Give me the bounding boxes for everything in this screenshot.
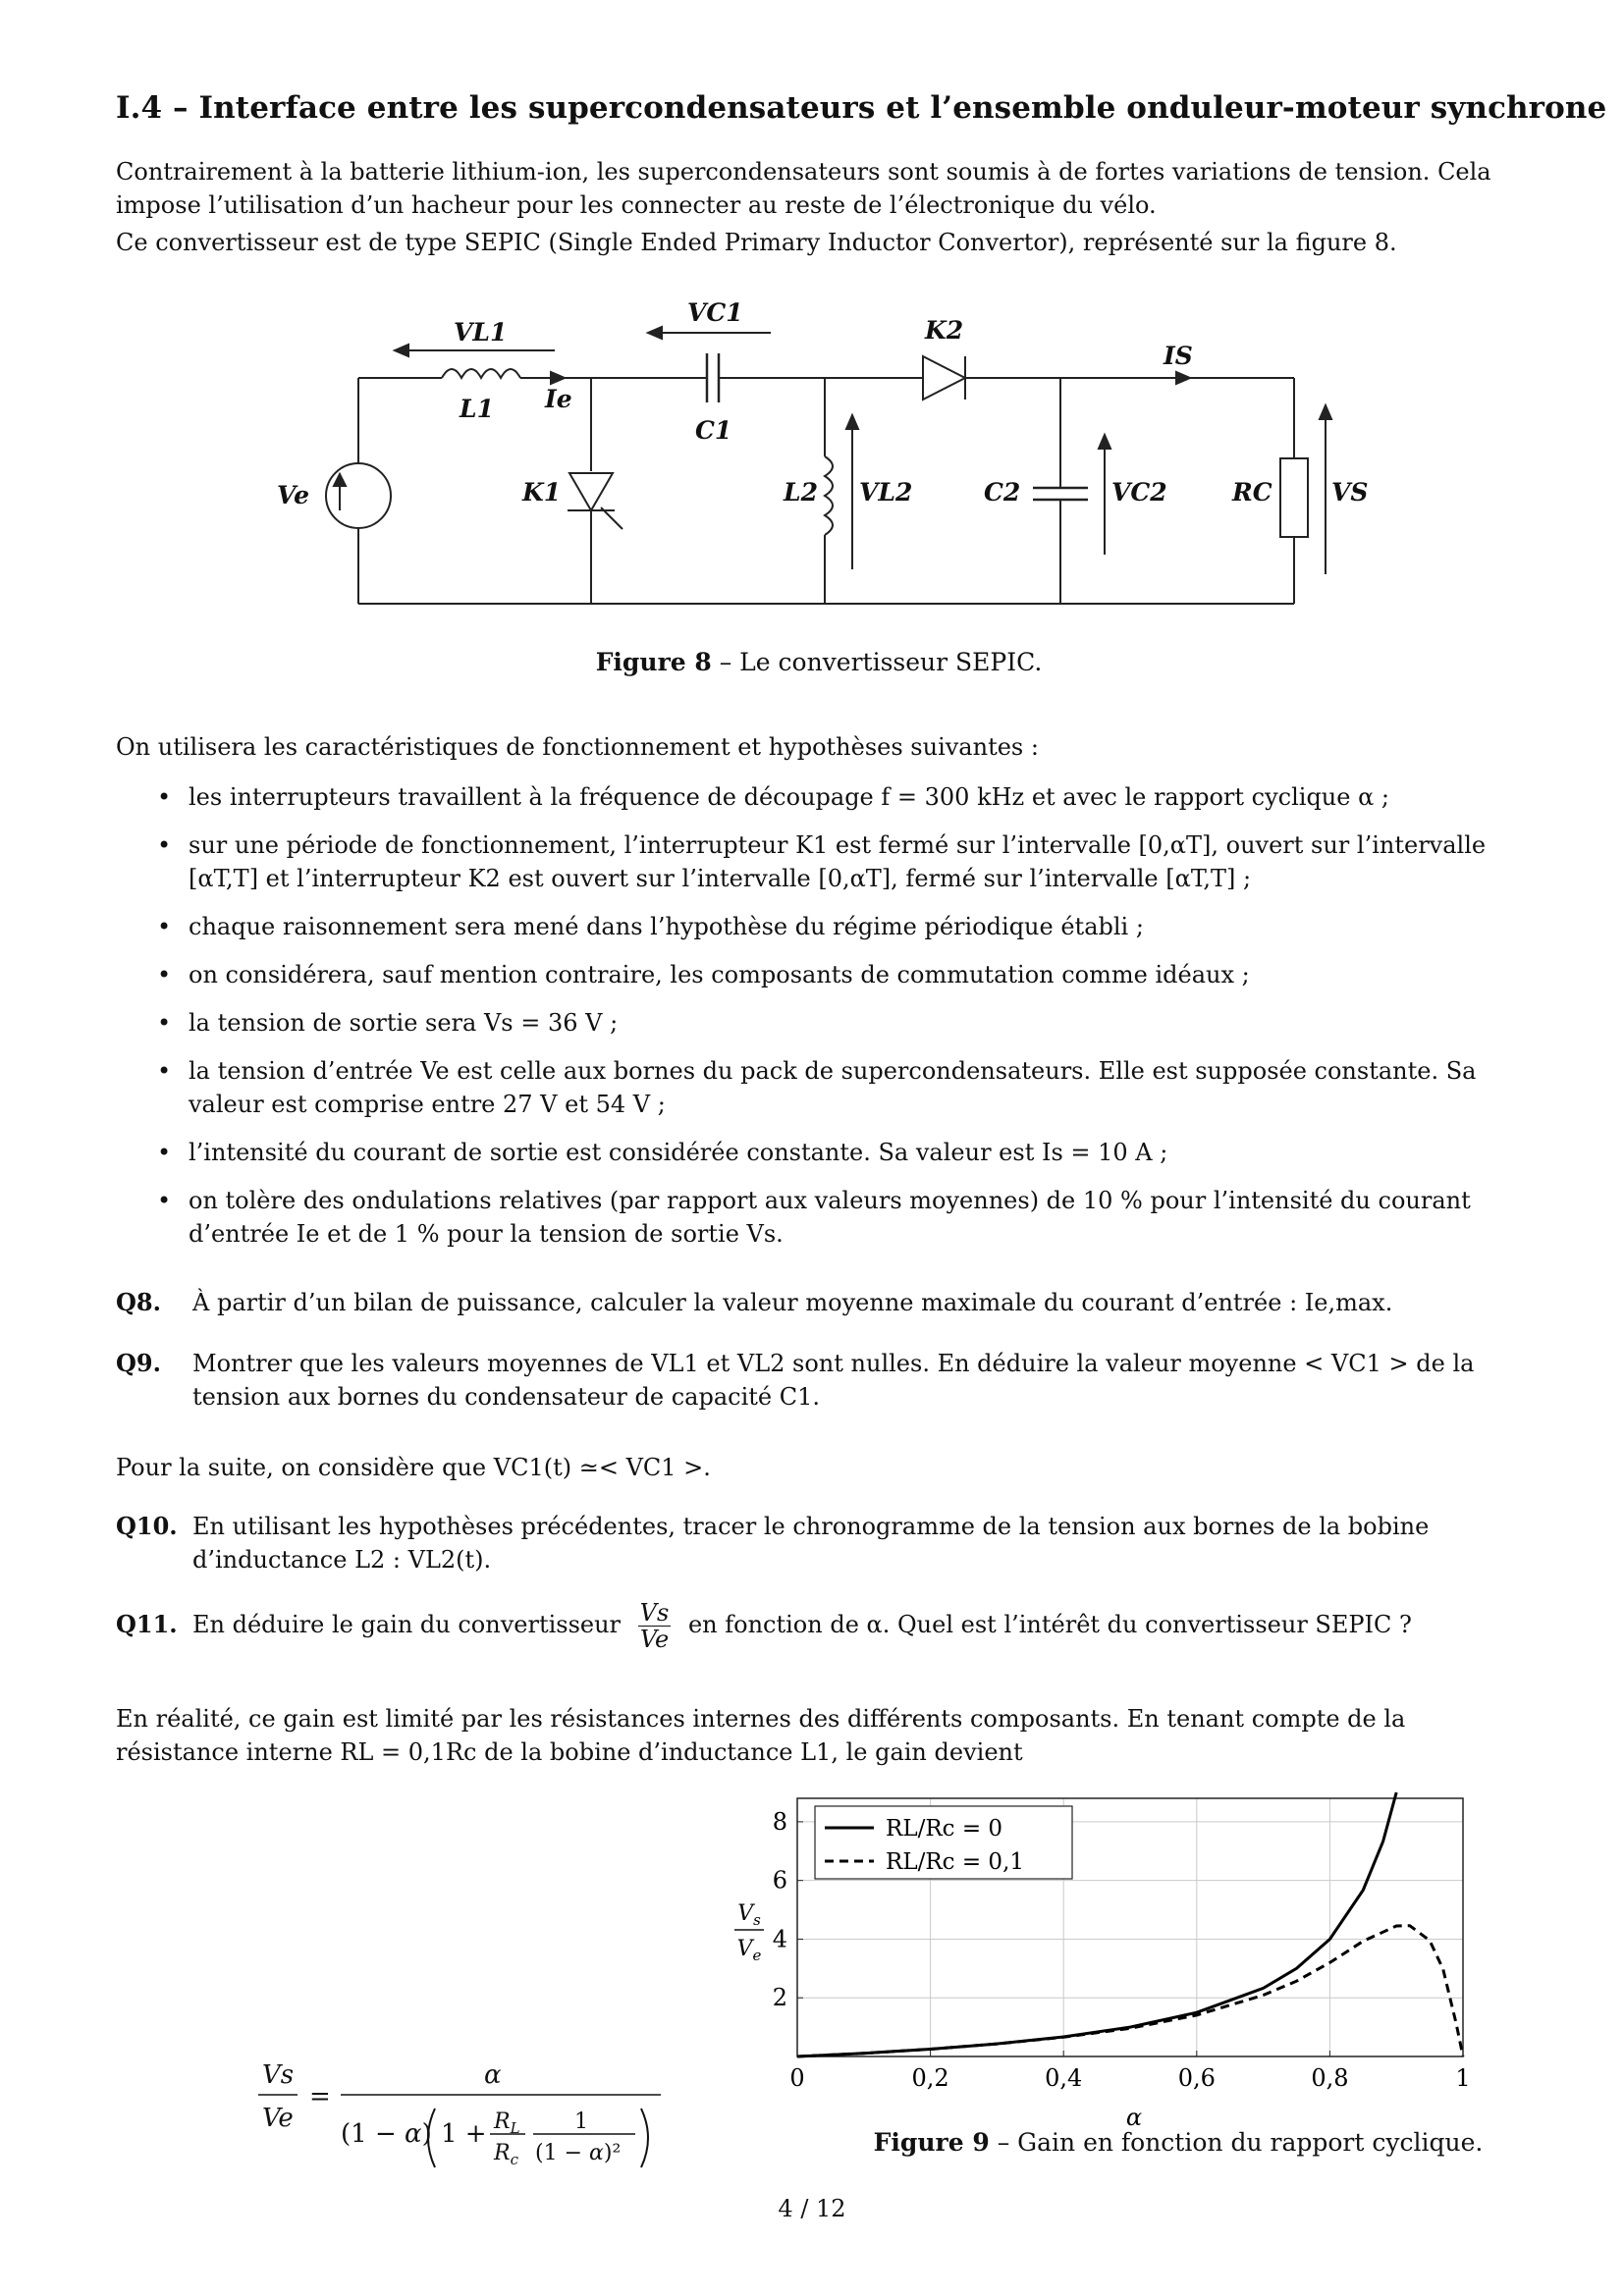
formula-rhs-num: α — [484, 2060, 502, 2090]
formula-den-b: 1 + — [441, 2119, 487, 2149]
list-item: • on considérera, sauf mention contraire, les composants de commutation comme idéaux ; — [116, 958, 1522, 991]
list-item: • l’intensité du courant de sortie est considérée constante. Sa valeur est Is = 10 A ; — [116, 1136, 1522, 1169]
arrow-is-head — [1176, 372, 1190, 384]
hypotheses-list — [116, 780, 1522, 1265]
figure-8-text: – Le convertisseur SEPIC. — [711, 648, 1043, 676]
label-l2: L2 — [784, 478, 818, 507]
voltage-source-ve — [326, 463, 391, 528]
section-title: I.4 – Interface entre les supercondensateurs et l’ensemble onduleur-moteur synchrone — [116, 90, 1607, 126]
question-text: Montrer que les valeurs moyennes de VL1 et VL2 sont nulles. En déduire la valeur moyenne < VC1 > de la tension aux bornes du condensateur de capacité C1. — [192, 1350, 1475, 1411]
figure-9-label: Figure 9 — [873, 2128, 990, 2157]
question-text: En utilisant les hypothèses précédentes, tracer le chronogramme de la tension aux bornes de la bobine d’inductance L2 : VL2(t). — [192, 1513, 1430, 1574]
note-text: Pour la suite, on considère que VC1(t) ≃< VC1 >. — [116, 1454, 711, 1481]
y-tick-label: 4 — [772, 1925, 787, 1953]
label-c1: C1 — [695, 416, 732, 445]
label-vl2: VL2 — [859, 478, 913, 507]
list-item: • sur une période de fonctionnement, l’interrupteur K1 est fermé sur l’intervalle [0,αT], ouvert sur l’intervalle [αT,T] et l’interrupteur K2 est ouvert sur l’intervalle [0,αT], fermé sur l’intervalle [αT,T] ; — [116, 828, 1522, 895]
page-number: 4 / 12 — [778, 2195, 846, 2222]
arrow-ie-head — [551, 372, 565, 384]
series-line-2 — [797, 1926, 1463, 2056]
label-ie: Ie — [545, 385, 572, 413]
gain-chart — [717, 1787, 1502, 2179]
hypotheses-intro: On utilisera les caractéristiques de fonctionnement et hypothèses suivantes : — [116, 733, 1039, 761]
question-q10 — [116, 1510, 1520, 1576]
label-rc: RC — [1232, 478, 1272, 507]
x-tick-label: 0,4 — [1045, 2064, 1083, 2092]
figure-8-caption — [116, 648, 1522, 676]
x-tick-label: 0,8 — [1311, 2064, 1349, 2092]
formula-den-c: (1 − α)² — [535, 2141, 622, 2165]
inductor-l2 — [825, 456, 833, 535]
question-text: À partir d’un bilan de puissance, calculer la valeur moyenne maximale du courant d’entrée : Ie,max. — [192, 1289, 1393, 1316]
x-axis-label: α — [1125, 2104, 1143, 2131]
intro-paragraph-2: Ce convertisseur est de type SEPIC (Single Ended Primary Inductor Convertor), représenté sur la figure 8. — [116, 229, 1397, 256]
svg-text:Ve: $V_e$ — [736, 1937, 762, 1964]
intro-text — [116, 155, 1522, 263]
gain-formula — [250, 2052, 663, 2179]
y-axis-label — [734, 1901, 764, 1964]
resistor-rc — [1280, 458, 1308, 537]
inductor-l1 — [442, 369, 520, 378]
arrow-vc1-head — [648, 327, 662, 339]
x-tick-label: 0,6 — [1177, 2064, 1216, 2092]
question-number: Q11. — [116, 1610, 178, 1638]
arrow-vl2-head — [846, 415, 858, 429]
question-q8 — [116, 1286, 1520, 1319]
label-l1: L1 — [460, 395, 494, 423]
label-k2: K2 — [925, 316, 964, 345]
list-item: • les interrupteurs travaillent à la fréquence de découpage f = 300 kHz et avec le rapport cyclique α ; — [116, 780, 1522, 814]
chart-legend — [815, 1806, 1072, 1879]
question-q11 — [116, 1600, 1520, 1652]
svg-text:Vs: $V_s$ — [737, 1901, 761, 1929]
sepic-circuit-diagram — [245, 290, 1369, 623]
intro-paragraph-1: Contrairement à la batterie lithium-ion, les supercondensateurs sont soumis à de fortes variations de tension. Cela impose l’utilisation d’un hacheur pour les connecter au reste de l’électronique du vélo. — [116, 158, 1491, 219]
formula-lhs-den: Ve — [262, 2104, 294, 2133]
question-number: Q8. — [116, 1288, 161, 1316]
y-tick-label: 6 — [772, 1866, 787, 1895]
label-vc2: VC2 — [1111, 478, 1167, 507]
diode-k2 — [923, 356, 965, 400]
list-item: • on tolère des ondulations relatives (par rapport aux valeurs moyennes) de 10 % pour l’intensité du courant d’entrée Ie et de 1 % pour la tension de sortie Vs. — [116, 1184, 1522, 1251]
formula-rl: $R_L$ — [494, 2109, 520, 2137]
label-vl1: VL1 — [454, 318, 508, 347]
label-is: IS — [1164, 342, 1193, 370]
gain-fraction — [638, 1600, 672, 1652]
x-tick-label: 0 — [789, 2064, 805, 2092]
x-tick-label: 1 — [1455, 2064, 1471, 2092]
y-tick-label: 2 — [772, 1984, 787, 2012]
fraction-denominator: Ve — [639, 1626, 670, 1653]
formula-equals: = — [309, 2082, 331, 2111]
x-tick-label: 0,2 — [911, 2064, 949, 2092]
arrow-vc2-head — [1099, 435, 1110, 449]
question-number: Q9. — [116, 1349, 161, 1377]
legend-label: RL/Rc = 0 — [886, 1816, 1003, 1842]
formula-rc: $R_c$ — [494, 2141, 518, 2168]
list-item: • la tension de sortie sera Vs = 36 V ; — [116, 1006, 1522, 1040]
list-item: • chaque raisonnement sera mené dans l’hypothèse du régime périodique établi ; — [116, 910, 1522, 943]
arrow-vs-head — [1320, 405, 1331, 419]
question-text-pre: En déduire le gain du convertisseur — [192, 1611, 622, 1638]
question-q9 — [116, 1347, 1520, 1414]
formula-lhs-num: Vs — [262, 2060, 295, 2090]
reality-text: En réalité, ce gain est limité par les résistances internes des différents composants. En tenant compte de la résistance interne RL = 0,1Rc de la bobine d’inductance L1, le gain devient — [116, 1705, 1406, 1766]
question-text-post: en fonction de α. Quel est l’intérêt du convertisseur SEPIC ? — [687, 1611, 1412, 1638]
formula-den-a: (1 − α) — [341, 2119, 432, 2149]
label-k1: K1 — [522, 478, 562, 507]
legend-label: RL/Rc = 0,1 — [886, 1849, 1025, 1875]
label-c2: C2 — [984, 478, 1021, 507]
thyristor-k1 — [569, 473, 613, 510]
figure-8-label: Figure 8 — [595, 648, 712, 676]
label-ve: Ve — [277, 481, 310, 509]
list-item: • la tension d’entrée Ve est celle aux bornes du pack de supercondensateurs. Elle est supposée constante. Sa valeur est comprise entre 27 V et 54 V ; — [116, 1054, 1522, 1121]
label-vc1: VC1 — [687, 298, 743, 327]
y-tick-label: 8 — [772, 1807, 787, 1836]
question-number: Q10. — [116, 1512, 178, 1540]
formula-one: 1 — [574, 2109, 588, 2134]
fraction-numerator: Vs — [639, 1599, 670, 1627]
arrow-vl1-head — [395, 345, 408, 356]
figure-9-caption — [864, 2128, 1492, 2157]
figure-9-text: – Gain en fonction du rapport cyclique. — [989, 2128, 1484, 2157]
label-vs: VS — [1331, 478, 1369, 507]
